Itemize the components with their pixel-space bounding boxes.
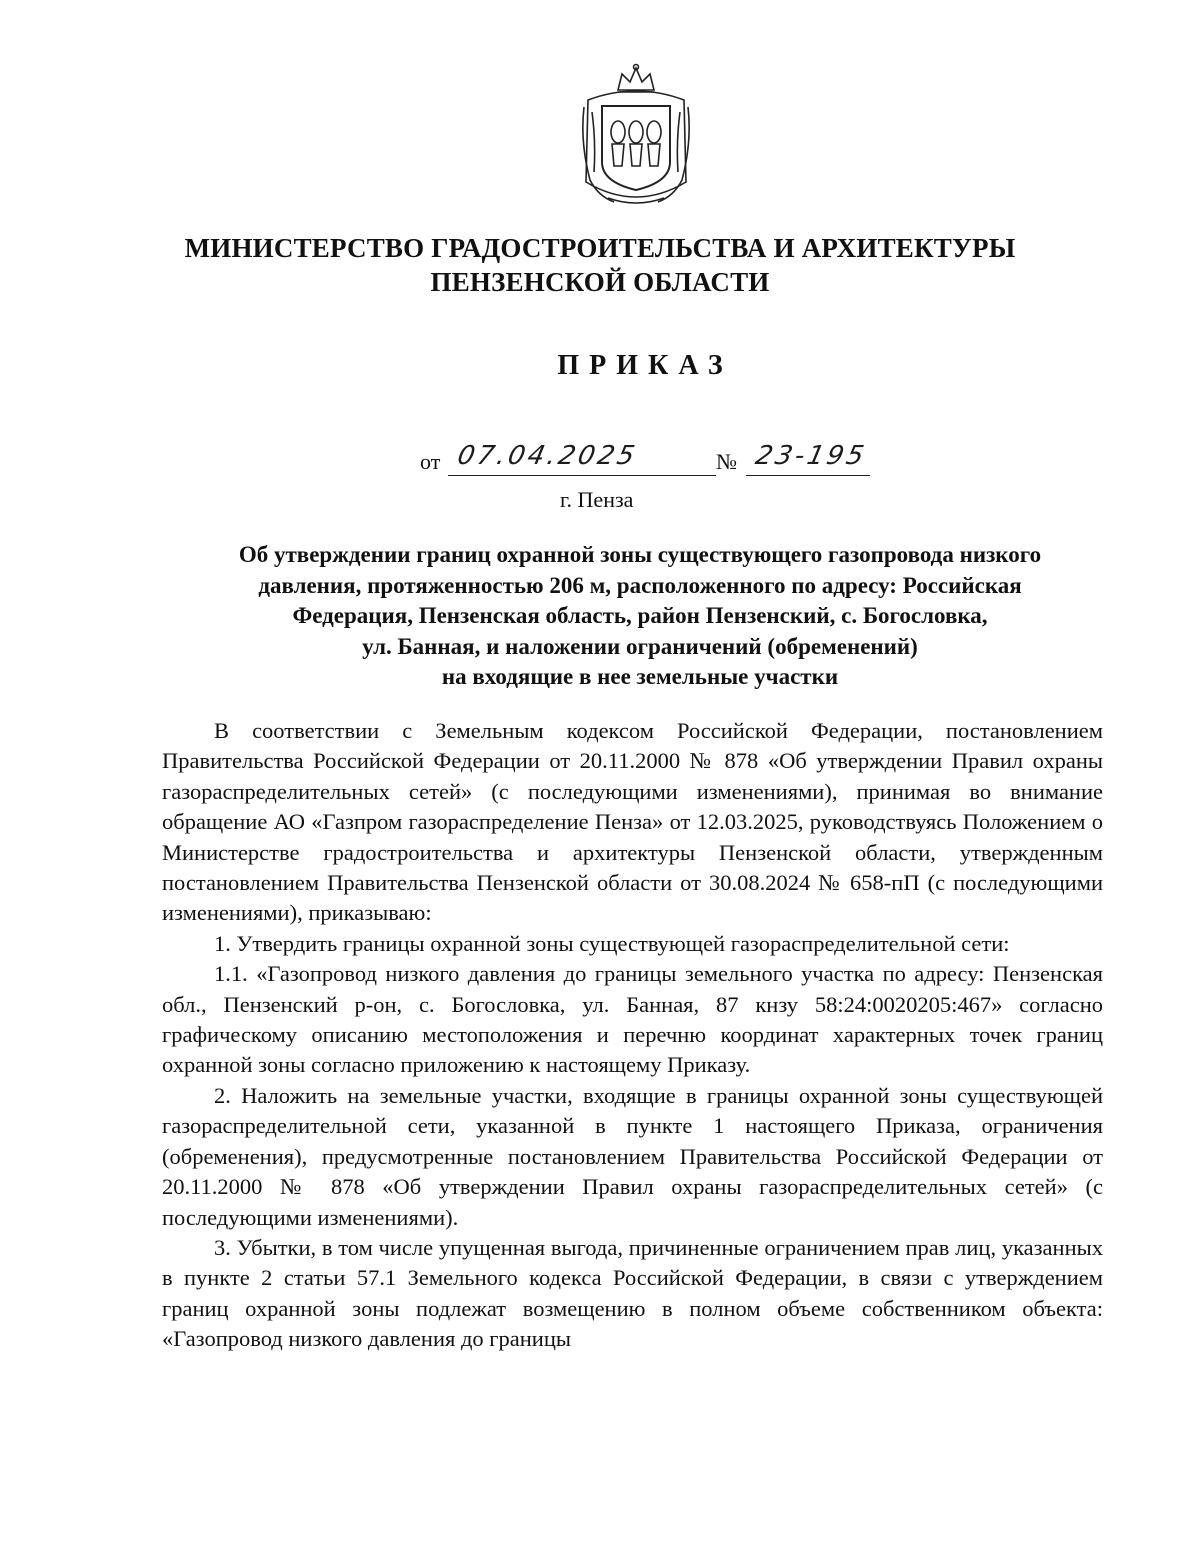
ministry-name bbox=[150, 231, 1050, 299]
body-paragraph-preamble: В соответствии с Земельным кодексом Российской Федерации, постановлением Правительства Российской Федерации от 20.11.2000 № 878 «Об утверждении Правил охраны газораспределительных сетей» (с последующими изменениями), принимая во внимание обращение АО «Газпром газораспределение Пенза» от 12.03.2025, руководствуясь Положением о Министерстве градостроительства и архитектуры Пензенской области, утвержденным постановлением Правительства Пензенской области от 30.08.2024 № 658-пП (с последующими изменениями), приказываю: bbox=[162, 718, 1103, 926]
city-line: г. Пенза bbox=[560, 487, 634, 512]
subject-line: Федерация, Пензенская область, район Пензенский, с. Богословка, bbox=[292, 603, 988, 628]
document-type-title: ПРИКАЗ bbox=[557, 350, 733, 381]
subject-line: на входящие в нее земельные участки bbox=[441, 664, 839, 689]
body-paragraph-item-2: 2. Наложить на земельные участки, входящие в границы охранной зоны существующей газораспределительной сети, указанной в пункте 1 настоящего Приказа, ограничения (обременения), предусмотренные постановлением Правительства Российской Федерации от 20.11.2000 № 878 «Об утверждении Правил охраны газораспределительных сетей» (с последующими изменениями). bbox=[162, 1082, 1103, 1230]
subject-line: ул. Банная, и наложении ограничений (обременений) bbox=[362, 633, 918, 659]
body-paragraph-item-1: 1. Утвердить границы охранной зоны существующей газораспределительной сети: bbox=[214, 930, 1010, 956]
order-subject bbox=[160, 540, 1120, 693]
subject-line: Об утверждении границ охранной зоны существующего газопровода низкого bbox=[238, 542, 1042, 567]
number-value: 23-195 bbox=[752, 441, 870, 471]
number-label: № bbox=[716, 449, 737, 474]
date-field bbox=[448, 443, 716, 476]
date-value: 07.04.2025 bbox=[454, 441, 641, 471]
body-paragraph-item-1-1: 1.1. «Газопровод низкого давления до границы земельного участка по адресу: Пензенская обл., Пензенский р-он, с. Богословка, ул. Банная, 87 кнзу 58:24:0020205:467» согласно графическому описанию местоположения и перечню координат характерных точек границ охранной зоны согласно приложению к настоящему Приказу. bbox=[162, 961, 1103, 1078]
penza-oblast-coat-of-arms-icon bbox=[578, 62, 694, 210]
number-field bbox=[746, 443, 870, 476]
ministry-name-line1: МИНИСТЕРСТВО ГРАДОСТРОИТЕЛЬСТВА И АРХИТЕКТУРЫ bbox=[184, 233, 1016, 263]
order-body bbox=[162, 716, 1103, 1355]
date-label: от bbox=[420, 449, 441, 474]
ministry-name-line2: ПЕНЗЕНСКОЙ ОБЛАСТИ bbox=[430, 267, 770, 297]
body-paragraph-item-3: 3. Убытки, в том числе упущенная выгода, причиненные ограничением прав лиц, указанных в пункте 2 статьи 57.1 Земельного кодекса Российской Федерации, в связи с утверждением границ охранной зоны подлежат возмещению в полном объеме собственником объекта: «Газопровод низкого давления до границы bbox=[162, 1234, 1103, 1352]
subject-line: давления, протяженностью 206 м, расположенного по адресу: Российская bbox=[258, 572, 1022, 598]
